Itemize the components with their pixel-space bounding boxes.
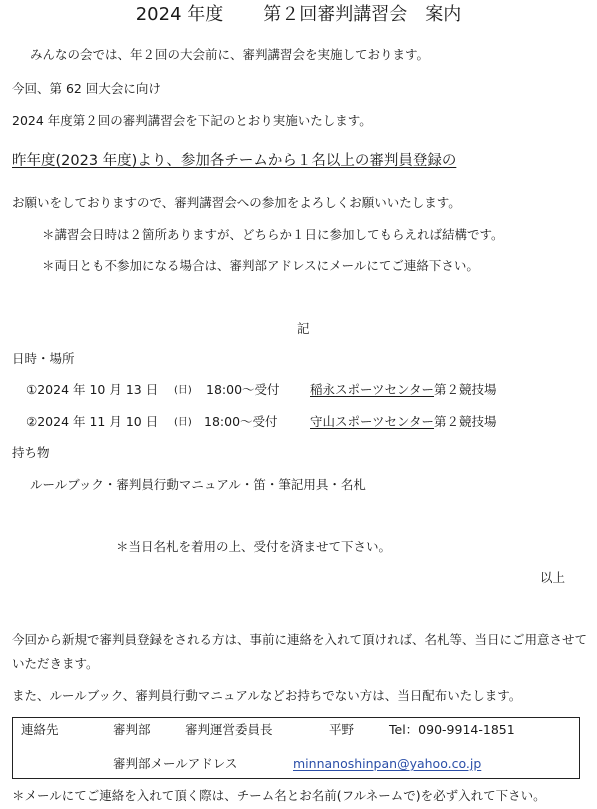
contact-box — [12, 717, 580, 779]
contact-email-label: 審判部メールアドレス — [113, 756, 238, 771]
footer-note: ＊メールにてご連絡を入れて頂く際は、チーム名とお名前(フルネームで)を必ず入れて下さい。 — [12, 788, 546, 803]
center-note: ＊当日名札を着用の上、受付を済ませて下さい。 — [116, 539, 392, 554]
intro-line-2: 今回、第 62 回大会に向け — [12, 81, 161, 96]
schedule-date-1: ①2024 年 10 月 13 日 — [26, 382, 159, 397]
schedule-venue-1 — [310, 384, 497, 397]
venue-link-1[interactable]: 稲永スポーツセンター — [310, 382, 435, 397]
schedule-day-2: (日) — [174, 417, 192, 428]
newcomers-line-3: また、ルールブック、審判員行動マニュアルなどお持ちでない方は、当日配布いたします。 — [12, 688, 522, 703]
venue-rest-2: 第２競技場 — [434, 414, 497, 429]
schedule-time-2: 18:00～受付 — [204, 414, 278, 429]
belongings-heading: 持ち物 — [12, 445, 50, 460]
schedule-date-2: ②2024 年 11 月 10 日 — [26, 414, 159, 429]
schedule-time-1: 18:00～受付 — [206, 382, 280, 397]
registration-request: 昨年度(2023 年度)より、参加各チームから１名以上の審判員登録の — [12, 153, 457, 169]
schedule-venue-2 — [310, 416, 497, 429]
venue-link-2[interactable]: 守山スポーツセンター — [310, 414, 435, 429]
contact-email-link[interactable]: minnanoshinpan@yahoo.co.jp — [293, 756, 482, 771]
newcomers-line-1: 今回から新規で審判員登録をされる方は、事前に連絡を入れて頂ければ、名札等、当日にご用意させて — [12, 632, 588, 647]
intro-line-1: みんなの会では、年２回の大会前に、審判講習会を実施しております。 — [30, 47, 430, 62]
contact-dept: 審判部 — [113, 722, 151, 737]
page-title — [0, 6, 597, 24]
venue-rest-1: 第２競技場 — [434, 382, 497, 397]
note-absence: ＊両日とも不参加になる場合は、審判部アドレスにメールにてご連絡下さい。 — [42, 258, 479, 273]
contact-tel: Tel：090-9914-1851 — [389, 722, 515, 737]
ki-heading: 記 — [297, 321, 310, 336]
schedule-day-1: (日) — [174, 385, 192, 396]
schedule-heading: 日時・場所 — [12, 351, 75, 366]
intro-line-5: お願いをしておりますので、審判講習会への参加をよろしくお願いいたします。 — [12, 195, 461, 210]
note-dates: ＊講習会日時は２箇所ありますが、どちらか１日に参加してもらえれば結構です。 — [42, 227, 504, 242]
title-main: 第２回審判講習会 案内 — [263, 4, 462, 25]
belongings-list: ルールブック・審判員行動マニュアル・笛・筆記用具・名札 — [30, 477, 366, 492]
ijou-closing: 以上 — [540, 570, 566, 585]
title-year: 2024 年度 — [135, 4, 224, 25]
intro-line-3: 2024 年度第２回の審判講習会を下記のとおり実施いたします。 — [12, 113, 372, 128]
contact-role: 審判運営委員長 — [185, 722, 273, 737]
newcomers-line-2: いただきます。 — [12, 656, 99, 671]
contact-name: 平野 — [329, 722, 355, 737]
contact-label: 連絡先 — [21, 722, 59, 737]
